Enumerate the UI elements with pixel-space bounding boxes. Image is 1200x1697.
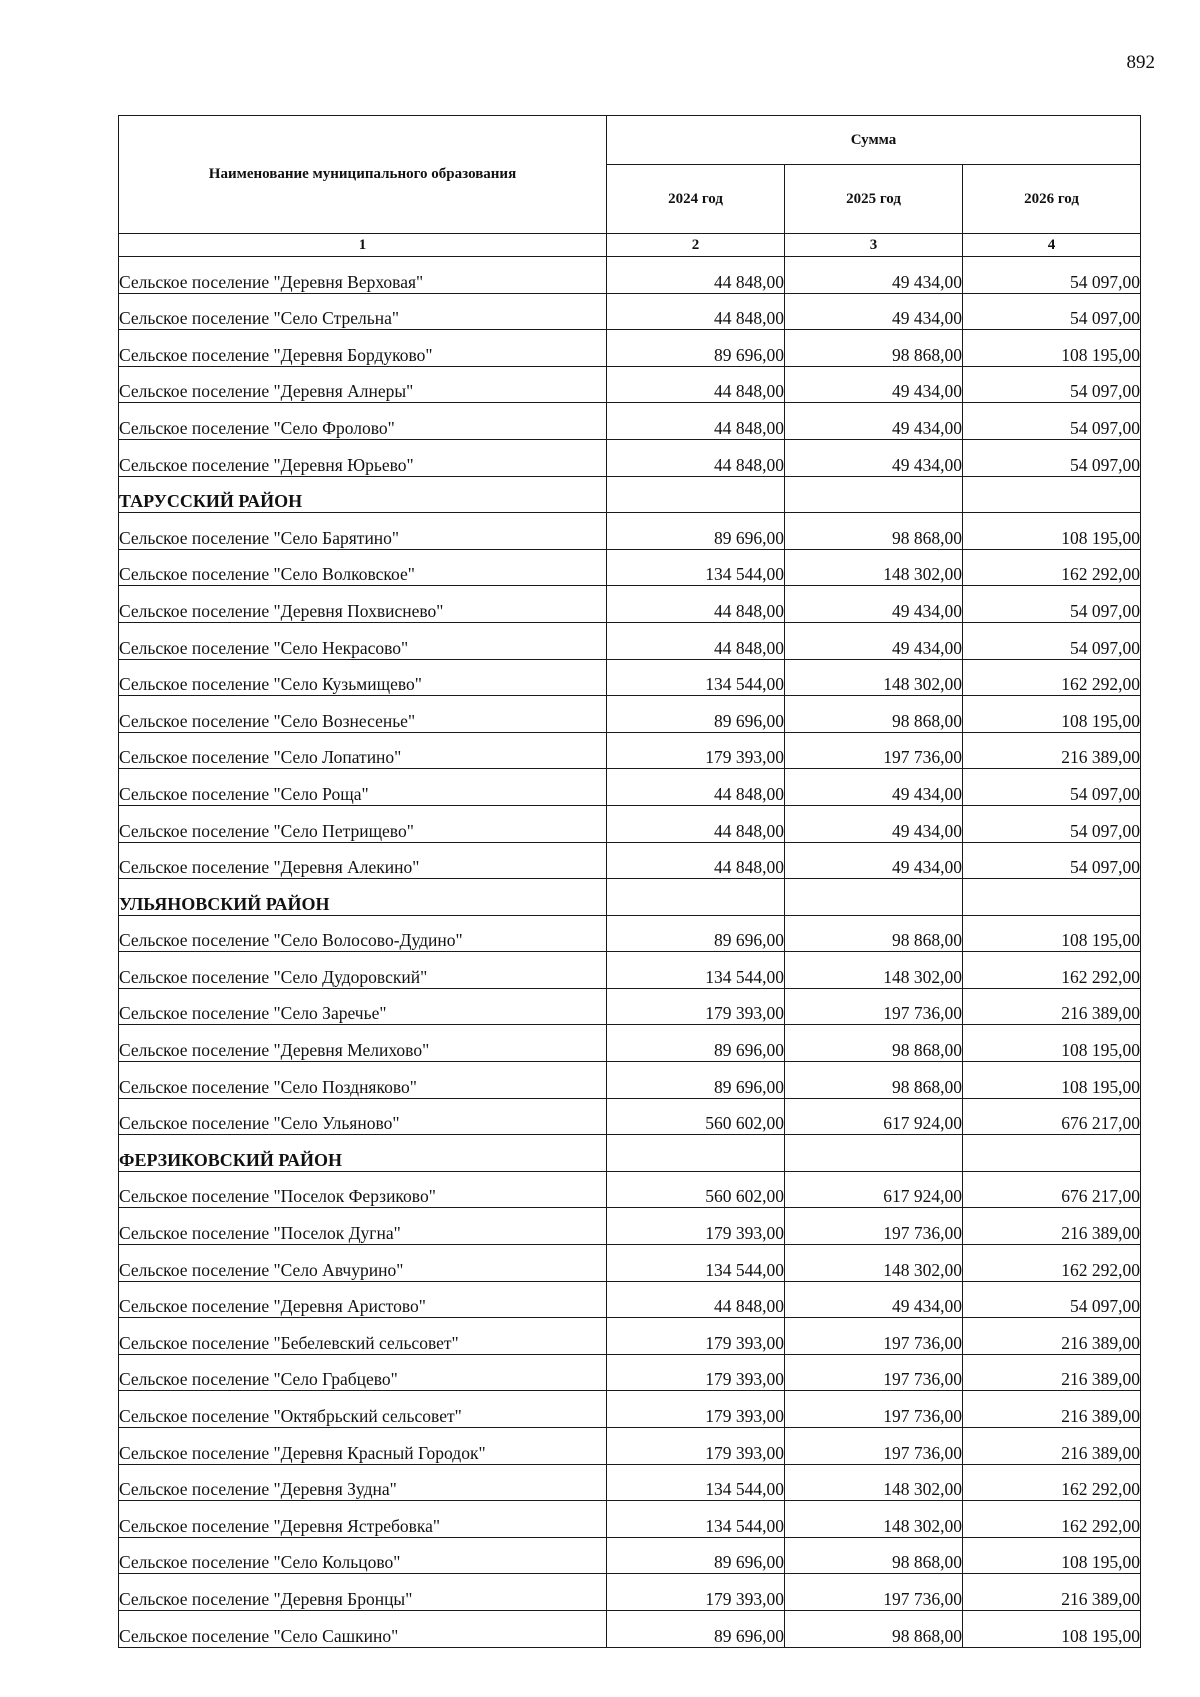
- value-2024: 89 696,00: [607, 1610, 785, 1647]
- value-2026: 54 097,00: [963, 403, 1141, 440]
- value-2025: 197 736,00: [785, 1428, 963, 1465]
- table-row: [119, 549, 1141, 586]
- municipality-name: Сельское поселение "Деревня Юрьево": [119, 439, 607, 476]
- municipality-name: Сельское поселение "Деревня Аристово": [119, 1281, 607, 1318]
- table-row: [119, 1025, 1141, 1062]
- value-2026: [963, 476, 1141, 513]
- table-row: [119, 1428, 1141, 1465]
- section-row: [119, 1135, 1141, 1172]
- table-row: [119, 1098, 1141, 1135]
- table-row: [119, 988, 1141, 1025]
- value-2025: 617 924,00: [785, 1171, 963, 1208]
- value-2026: 162 292,00: [963, 549, 1141, 586]
- table-row: [119, 366, 1141, 403]
- value-2025: 197 736,00: [785, 1318, 963, 1355]
- value-2025: 148 302,00: [785, 1464, 963, 1501]
- value-2025: 197 736,00: [785, 988, 963, 1025]
- value-2026: [963, 1135, 1141, 1172]
- value-2025: 98 868,00: [785, 1025, 963, 1062]
- value-2026: 676 217,00: [963, 1171, 1141, 1208]
- value-2025: [785, 1135, 963, 1172]
- value-2025: 49 434,00: [785, 293, 963, 330]
- value-2025: 617 924,00: [785, 1098, 963, 1135]
- municipality-name: Сельское поселение "Село Заречье": [119, 988, 607, 1025]
- table-row: [119, 842, 1141, 879]
- municipality-name: Сельское поселение "Село Лопатино": [119, 732, 607, 769]
- value-2024: 44 848,00: [607, 805, 785, 842]
- value-2026: 216 389,00: [963, 732, 1141, 769]
- section-title: УЛЬЯНОВСКИЙ РАЙОН: [119, 879, 607, 916]
- municipality-name: Сельское поселение "Деревня Зудна": [119, 1464, 607, 1501]
- value-2024: 44 848,00: [607, 769, 785, 806]
- column-number: 2: [607, 234, 785, 257]
- table-row: [119, 1501, 1141, 1538]
- table-row: [119, 1062, 1141, 1099]
- value-2024: 179 393,00: [607, 1574, 785, 1611]
- table-row: [119, 1537, 1141, 1574]
- value-2026: 108 195,00: [963, 1610, 1141, 1647]
- table-row: [119, 1281, 1141, 1318]
- value-2024: 89 696,00: [607, 1062, 785, 1099]
- municipality-name: Сельское поселение "Село Авчурино": [119, 1245, 607, 1282]
- value-2026: 54 097,00: [963, 366, 1141, 403]
- table-row: [119, 696, 1141, 733]
- value-2026: 216 389,00: [963, 988, 1141, 1025]
- value-2024: 179 393,00: [607, 1354, 785, 1391]
- value-2025: [785, 476, 963, 513]
- municipality-name: Сельское поселение "Село Петрищево": [119, 805, 607, 842]
- municipality-name: Сельское поселение "Село Фролово": [119, 403, 607, 440]
- municipality-name: Сельское поселение "Деревня Алнеры": [119, 366, 607, 403]
- value-2024: 179 393,00: [607, 1208, 785, 1245]
- municipality-name: Сельское поселение "Деревня Бордуково": [119, 330, 607, 367]
- value-2024: 179 393,00: [607, 988, 785, 1025]
- municipality-name: Сельское поселение "Октябрьский сельсовет": [119, 1391, 607, 1428]
- table-row: [119, 1610, 1141, 1647]
- value-2026: 108 195,00: [963, 915, 1141, 952]
- value-2026: 54 097,00: [963, 805, 1141, 842]
- municipality-name: Сельское поселение "Деревня Бронцы": [119, 1574, 607, 1611]
- value-2026: 162 292,00: [963, 1464, 1141, 1501]
- table-row: [119, 659, 1141, 696]
- table-header: [119, 116, 1141, 257]
- value-2025: 49 434,00: [785, 842, 963, 879]
- value-2025: 148 302,00: [785, 659, 963, 696]
- table-row: [119, 439, 1141, 476]
- municipality-name: Сельское поселение "Деревня Ястребовка": [119, 1501, 607, 1538]
- section-title: ФЕРЗИКОВСКИЙ РАЙОН: [119, 1135, 607, 1172]
- value-2025: 98 868,00: [785, 915, 963, 952]
- value-2024: 134 544,00: [607, 659, 785, 696]
- value-2026: 54 097,00: [963, 439, 1141, 476]
- municipality-name: Сельское поселение "Деревня Алекино": [119, 842, 607, 879]
- section-row: [119, 879, 1141, 916]
- value-2025: 197 736,00: [785, 1354, 963, 1391]
- value-2025: 49 434,00: [785, 586, 963, 623]
- value-2026: 162 292,00: [963, 1245, 1141, 1282]
- section-title: ТАРУССКИЙ РАЙОН: [119, 476, 607, 513]
- value-2024: 44 848,00: [607, 366, 785, 403]
- municipality-name: Сельское поселение "Село Дудоровский": [119, 952, 607, 989]
- municipality-name: Сельское поселение "Село Роща": [119, 769, 607, 806]
- municipality-name: Сельское поселение "Село Ульяново": [119, 1098, 607, 1135]
- value-2026: 108 195,00: [963, 513, 1141, 550]
- value-2025: 98 868,00: [785, 696, 963, 733]
- municipality-name: Сельское поселение "Деревня Мелихово": [119, 1025, 607, 1062]
- value-2025: 197 736,00: [785, 1391, 963, 1428]
- value-2024: 89 696,00: [607, 330, 785, 367]
- column-number: 4: [963, 234, 1141, 257]
- value-2024: 134 544,00: [607, 1464, 785, 1501]
- value-2024: 89 696,00: [607, 513, 785, 550]
- municipality-name: Сельское поселение "Деревня Похвиснево": [119, 586, 607, 623]
- value-2025: 148 302,00: [785, 549, 963, 586]
- value-2025: 98 868,00: [785, 330, 963, 367]
- table-body: [119, 257, 1141, 1648]
- table-row: [119, 769, 1141, 806]
- municipality-name: Сельское поселение "Деревня Красный Городок": [119, 1428, 607, 1465]
- table-row: [119, 1245, 1141, 1282]
- table-row: [119, 1574, 1141, 1611]
- value-2024: 44 848,00: [607, 1281, 785, 1318]
- value-2025: 49 434,00: [785, 622, 963, 659]
- value-2024: [607, 476, 785, 513]
- municipality-name: Сельское поселение "Село Барятино": [119, 513, 607, 550]
- value-2024: 560 602,00: [607, 1171, 785, 1208]
- table-row: [119, 622, 1141, 659]
- column-number: 1: [119, 234, 607, 257]
- table-row: [119, 1208, 1141, 1245]
- value-2024: 44 848,00: [607, 403, 785, 440]
- value-2026: 216 389,00: [963, 1428, 1141, 1465]
- table-row: [119, 915, 1141, 952]
- table-row: [119, 586, 1141, 623]
- municipality-name: Сельское поселение "Село Поздняково": [119, 1062, 607, 1099]
- value-2024: [607, 879, 785, 916]
- value-2024: 44 848,00: [607, 586, 785, 623]
- municipality-name: Сельское поселение "Деревня Верховая": [119, 257, 607, 294]
- value-2026: 216 389,00: [963, 1354, 1141, 1391]
- table-row: [119, 403, 1141, 440]
- value-2025: 98 868,00: [785, 1537, 963, 1574]
- header-year-2026: 2026 год: [963, 165, 1141, 234]
- value-2024: 89 696,00: [607, 915, 785, 952]
- value-2026: 54 097,00: [963, 769, 1141, 806]
- value-2024: 44 848,00: [607, 842, 785, 879]
- value-2025: [785, 879, 963, 916]
- table-row: [119, 1354, 1141, 1391]
- value-2026: 216 389,00: [963, 1574, 1141, 1611]
- value-2025: 98 868,00: [785, 1062, 963, 1099]
- table-row: [119, 732, 1141, 769]
- table-row: [119, 257, 1141, 294]
- value-2024: 134 544,00: [607, 549, 785, 586]
- value-2025: 197 736,00: [785, 1574, 963, 1611]
- value-2024: 44 848,00: [607, 439, 785, 476]
- value-2026: 108 195,00: [963, 1025, 1141, 1062]
- value-2026: 108 195,00: [963, 330, 1141, 367]
- value-2025: 49 434,00: [785, 257, 963, 294]
- value-2026: 108 195,00: [963, 696, 1141, 733]
- municipality-name: Сельское поселение "Поселок Дугна": [119, 1208, 607, 1245]
- value-2025: 49 434,00: [785, 366, 963, 403]
- header-name-column: Наименование муниципального образования: [119, 116, 607, 234]
- municipality-name: Сельское поселение "Село Некрасово": [119, 622, 607, 659]
- value-2026: 54 097,00: [963, 586, 1141, 623]
- municipality-name: Сельское поселение "Село Грабцево": [119, 1354, 607, 1391]
- page-number: 892: [1126, 52, 1155, 73]
- section-row: [119, 476, 1141, 513]
- table-row: [119, 805, 1141, 842]
- value-2024: 89 696,00: [607, 696, 785, 733]
- value-2024: 44 848,00: [607, 293, 785, 330]
- municipality-name: Сельское поселение "Село Сашкино": [119, 1610, 607, 1647]
- municipality-name: Сельское поселение "Село Стрельна": [119, 293, 607, 330]
- budget-table: [118, 115, 1141, 1648]
- value-2025: 49 434,00: [785, 1281, 963, 1318]
- value-2024: 89 696,00: [607, 1025, 785, 1062]
- value-2026: [963, 879, 1141, 916]
- value-2026: 54 097,00: [963, 257, 1141, 294]
- table-row: [119, 293, 1141, 330]
- value-2025: 98 868,00: [785, 513, 963, 550]
- value-2025: 148 302,00: [785, 1501, 963, 1538]
- value-2024: 179 393,00: [607, 1428, 785, 1465]
- value-2026: 216 389,00: [963, 1208, 1141, 1245]
- value-2025: 197 736,00: [785, 732, 963, 769]
- header-year-2024: 2024 год: [607, 165, 785, 234]
- value-2026: 54 097,00: [963, 622, 1141, 659]
- municipality-name: Сельское поселение "Село Волосово-Дудино": [119, 915, 607, 952]
- value-2026: 54 097,00: [963, 293, 1141, 330]
- value-2024: 179 393,00: [607, 732, 785, 769]
- table-row: [119, 1391, 1141, 1428]
- header-sum: Сумма: [607, 116, 1141, 165]
- table-row: [119, 513, 1141, 550]
- value-2026: 216 389,00: [963, 1391, 1141, 1428]
- header-year-2025: 2025 год: [785, 165, 963, 234]
- municipality-name: Сельское поселение "Село Волковское": [119, 549, 607, 586]
- value-2024: 560 602,00: [607, 1098, 785, 1135]
- value-2026: 676 217,00: [963, 1098, 1141, 1135]
- value-2024: 134 544,00: [607, 1501, 785, 1538]
- table-row: [119, 330, 1141, 367]
- value-2026: 108 195,00: [963, 1062, 1141, 1099]
- municipality-name: Сельское поселение "Село Кольцово": [119, 1537, 607, 1574]
- value-2025: 49 434,00: [785, 403, 963, 440]
- value-2026: 54 097,00: [963, 1281, 1141, 1318]
- value-2025: 49 434,00: [785, 439, 963, 476]
- value-2024: 134 544,00: [607, 1245, 785, 1282]
- value-2025: 98 868,00: [785, 1610, 963, 1647]
- column-number: 3: [785, 234, 963, 257]
- value-2024: [607, 1135, 785, 1172]
- value-2024: 179 393,00: [607, 1391, 785, 1428]
- value-2025: 197 736,00: [785, 1208, 963, 1245]
- table-row: [119, 1171, 1141, 1208]
- value-2024: 134 544,00: [607, 952, 785, 989]
- value-2026: 54 097,00: [963, 842, 1141, 879]
- value-2026: 162 292,00: [963, 659, 1141, 696]
- value-2024: 44 848,00: [607, 622, 785, 659]
- value-2024: 89 696,00: [607, 1537, 785, 1574]
- value-2026: 108 195,00: [963, 1537, 1141, 1574]
- table-row: [119, 1318, 1141, 1355]
- value-2026: 216 389,00: [963, 1318, 1141, 1355]
- value-2025: 49 434,00: [785, 805, 963, 842]
- municipality-name: Сельское поселение "Село Вознесенье": [119, 696, 607, 733]
- municipality-name: Сельское поселение "Поселок Ферзиково": [119, 1171, 607, 1208]
- value-2026: 162 292,00: [963, 1501, 1141, 1538]
- value-2025: 148 302,00: [785, 952, 963, 989]
- value-2026: 162 292,00: [963, 952, 1141, 989]
- value-2025: 148 302,00: [785, 1245, 963, 1282]
- value-2024: 179 393,00: [607, 1318, 785, 1355]
- table-row: [119, 1464, 1141, 1501]
- table-row: [119, 952, 1141, 989]
- value-2025: 49 434,00: [785, 769, 963, 806]
- municipality-name: Сельское поселение "Село Кузьмищево": [119, 659, 607, 696]
- value-2024: 44 848,00: [607, 257, 785, 294]
- municipality-name: Сельское поселение "Бебелевский сельсовет": [119, 1318, 607, 1355]
